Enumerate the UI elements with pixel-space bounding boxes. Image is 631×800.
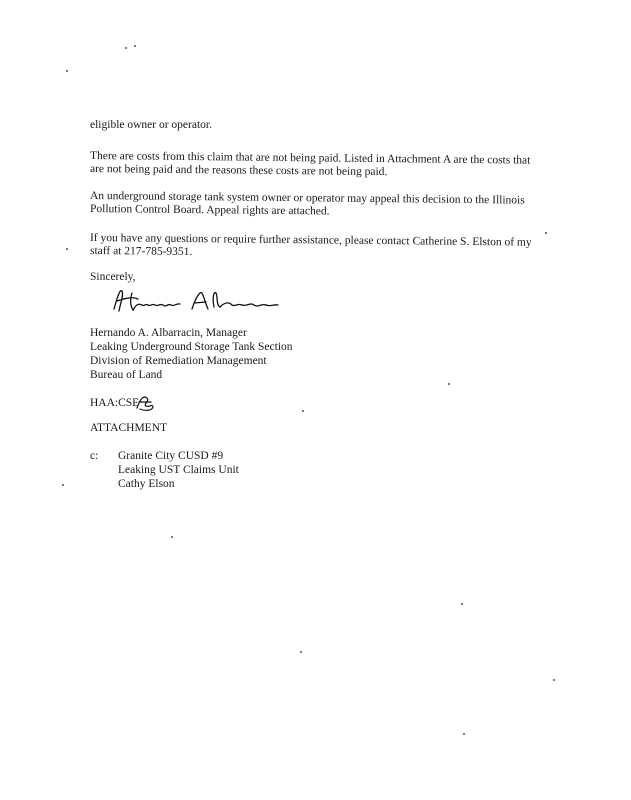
scan-speck [66,248,68,250]
closing-salutation: Sincerely, [90,271,136,283]
scan-speck [461,603,463,605]
handwritten-initials-mark [134,393,156,413]
signer-section: Leaking Underground Storage Tank Section [90,341,293,353]
signer-division: Division of Remediation Management [90,355,267,367]
text-line-eligible: eligible owner or operator. [90,119,212,131]
scan-speck [448,383,450,385]
scan-speck [553,679,555,681]
signer-bureau: Bureau of Land [90,369,163,381]
handwritten-signature [108,285,283,315]
scan-speck [66,70,68,72]
scan-speck [62,484,64,486]
scan-speck [300,651,302,653]
paragraph-appeal-line-2: Pollution Control Board. Appeal rights are attached. [89,203,330,218]
attachment-label: ATTACHMENT [90,422,168,434]
paragraph-contact-line-2: staff at 217-785-9351. [89,245,193,259]
scan-speck [545,232,547,234]
cc-label: c: [90,450,99,462]
paragraph-contact-line-1: If you have any questions or require further assistance, please contact Catherine S. Elston of my [89,232,532,249]
scan-speck [463,733,465,735]
scan-speck [125,47,127,49]
cc-recipient: Leaking UST Claims Unit [118,464,239,476]
paragraph-costs-line-1: There are costs from this claim that are not being paid. Listed in Attachment A are the costs that [89,150,531,167]
paragraph-costs-line-2: are not being paid and the reasons these costs are not being paid. [89,163,388,179]
initials-reference: HAA:CSE [90,397,140,409]
scan-speck [134,45,136,47]
cc-recipient: Cathy Elson [118,478,175,490]
scan-speck [171,536,173,538]
cc-recipient: Granite City CUSD #9 [118,450,224,462]
signer-name: Hernando A. Albarracin, Manager [90,327,247,339]
paragraph-appeal-line-1: An underground storage tank system owner or operator may appeal this decision to the Illinois [89,190,525,207]
scan-speck [302,410,304,412]
